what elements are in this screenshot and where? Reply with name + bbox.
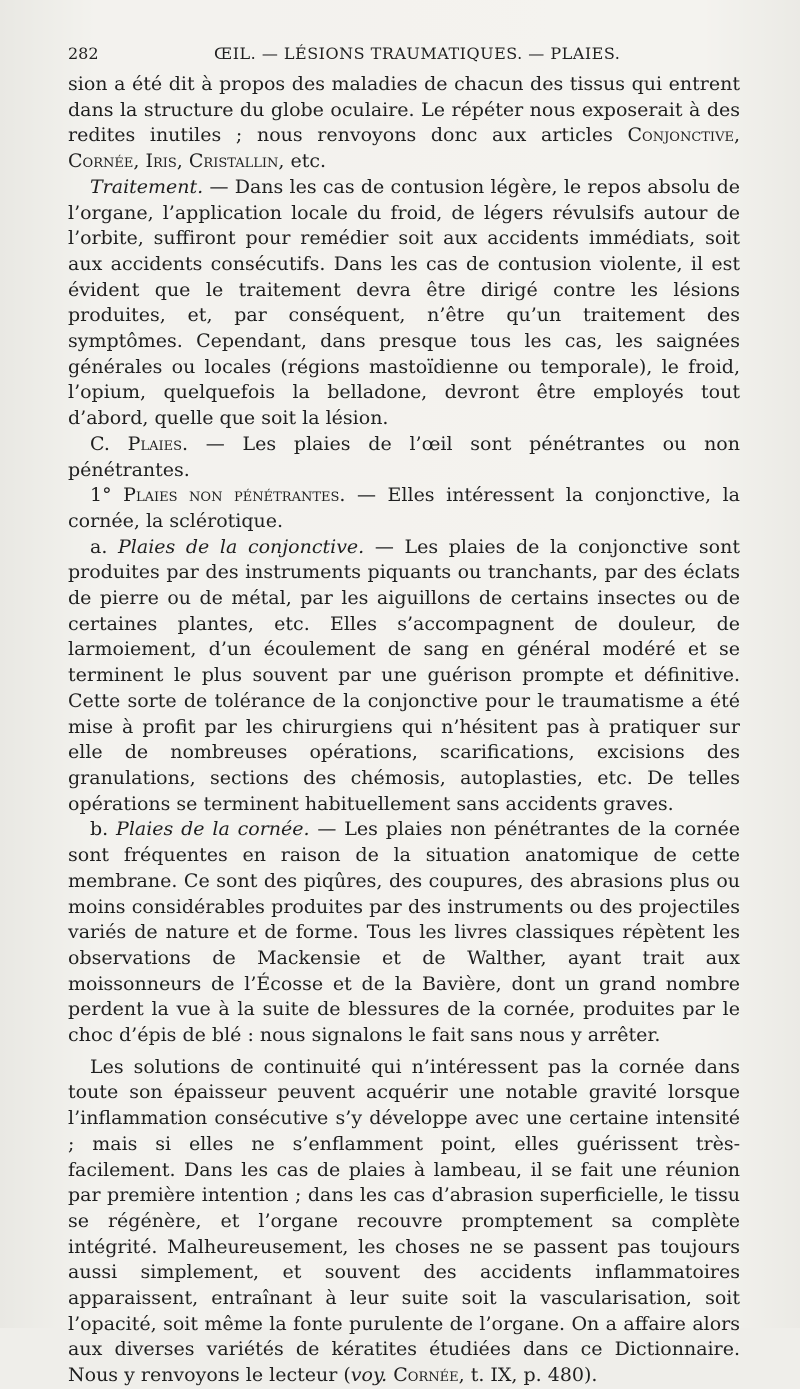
section-heading: Plaies de la cornée. bbox=[116, 818, 310, 841]
paragraph-plaies bbox=[68, 432, 740, 483]
paragraph-text: — Dans les cas de contusion légère, le repos absolu de l’organe, l’application locale du froid, de légers révulsifs autour de l’orbite, suffiront pour remédier soit aux accidents immédiats, soit aux accidents consécutifs. Dans les cas de contusion violente, il est évident que le traitement devra être dirigé contre les lésions produites, et, par conséquent, n’être qu’un traitement des symptômes. Cependant, dans presque tous les cas, les saignées générales ou locales (régions mastoïdienne ou temporale), le froid, l’opium, quelquefois la belladone, devront être employés tout d’abord, quelle que soit la lésion. bbox=[68, 175, 740, 430]
cross-reference: Cristallin bbox=[188, 150, 279, 173]
separator: , bbox=[133, 150, 146, 173]
paragraph-plaies-non-penetrantes bbox=[68, 483, 740, 534]
running-header bbox=[68, 44, 740, 68]
separator: , bbox=[176, 150, 189, 173]
paragraph-text: Les solutions de continuité qui n’intéressent pas la cornée dans toute son épaisseur peuvent acquérir une notable gravité lorsque l’inflammation consécutive s’y développe avec une certaine intensité ; mais si elles ne s’enflamment point, elles guérissent très-facilement. Dans les cas de plaies à lambeau, il se fait une réunion par première intention ; dans les cas d’abrasion superficielle, le tissu se régénère, et l’organe recouvre promptement sa complète intégrité. Malheureusement, les choses ne se passent pas toujours aussi simplement, et souvent des accidents inflammatoires apparaissent, entraînant à leur suite soit la vascularisation, soit l’opacité, soit même la fonte purulente de l’organe. On a affaire alors aux diverses variétés de kératites étudiées dans ce Dictionnaire. Nous y renvoyons le lecteur ( bbox=[68, 1055, 740, 1387]
paragraph-text: — Elles intéressent la conjonctive, la cornée, la sclérotique. bbox=[68, 484, 740, 532]
running-title: ŒIL. — LÉSIONS TRAUMATIQUES. — PLAIES. bbox=[214, 44, 621, 63]
voy-abbreviation: voy. bbox=[350, 1364, 388, 1387]
section-heading: Plaies de la conjonctive. bbox=[118, 535, 365, 558]
cross-reference: Iris bbox=[145, 150, 177, 173]
separator: , bbox=[733, 124, 740, 147]
section-label: b. bbox=[90, 818, 117, 841]
section-heading: Plaies non pénétrantes. bbox=[123, 484, 346, 507]
section-label: 1° bbox=[90, 484, 124, 507]
paragraph-text: — Les plaies non pénétrantes de la cornée sont fréquentes en raison de la situation anatomique de cette membrane. Ce sont des piqûres, des coupures, des abrasions plus ou moins considérables produites par des instruments ou des projectiles variés de nature et de forme. Tous les livres classiques répètent les observations de Mackensie et de Walther, ayant trait aux moissonneurs de l’Écosse et de la Bavière, dont un grand nombre perdent la vue à la suite de blessures de la cornée, produites par le choc d’épis de blé : nous signalons le fait sans nous y arrêter. bbox=[68, 818, 740, 1047]
cross-reference: Cornée bbox=[387, 1364, 459, 1387]
section-heading: Traitement. bbox=[90, 175, 204, 198]
section-label: C. bbox=[90, 432, 128, 455]
cross-reference: Conjonctive bbox=[627, 124, 734, 147]
body-text bbox=[68, 72, 740, 1389]
paragraph-plaies-cornee bbox=[68, 817, 740, 1048]
paragraph-text: — Les plaies de la conjonctive sont produites par des instruments piquants ou tranchants, par des éclats de pierre ou de métal, par les aiguillons de certains insectes ou de certaines plantes, etc. Elles s’accompagnent de douleur, de larmoiement, d’un écoulement de sang en général modéré et se terminent le plus souvent par une guérison prompte et définitive. Cette sorte de tolérance de la conjonctive pour le traumatisme a été mise à profit par les chirurgiens qui n’hésitent pas à pratiquer sur elle de nombreuses opérations, scarifications, excisions des granulations, sections des chémosis, autoplasties, etc. De telles opérations se terminent habituellement sans accidents graves. bbox=[68, 535, 740, 815]
page-number: 282 bbox=[68, 44, 99, 63]
section-heading: Plaies. bbox=[127, 432, 189, 455]
paragraph-text: — Les plaies de l’œil sont pénétrantes ou non pénétrantes. bbox=[68, 432, 740, 481]
paragraph-traitement bbox=[68, 175, 740, 432]
paragraph-plaies-conjonctive bbox=[68, 535, 740, 818]
paragraph-continuation bbox=[68, 72, 740, 175]
cross-reference: Cornée bbox=[68, 150, 134, 173]
paragraph-text: sion a été dit à propos des maladies de chacun des tissus qui entrent dans la structure du globe oculaire. Le répéter nous exposerait à des redites inutiles ; nous renvoyons donc aux articles bbox=[68, 73, 740, 147]
paragraph-text: , t. IX, p. 480). bbox=[458, 1364, 598, 1387]
section-label: a. bbox=[90, 535, 118, 558]
paragraph-text: , etc. bbox=[278, 150, 327, 173]
paragraph-solutions-continuite bbox=[68, 1055, 740, 1389]
